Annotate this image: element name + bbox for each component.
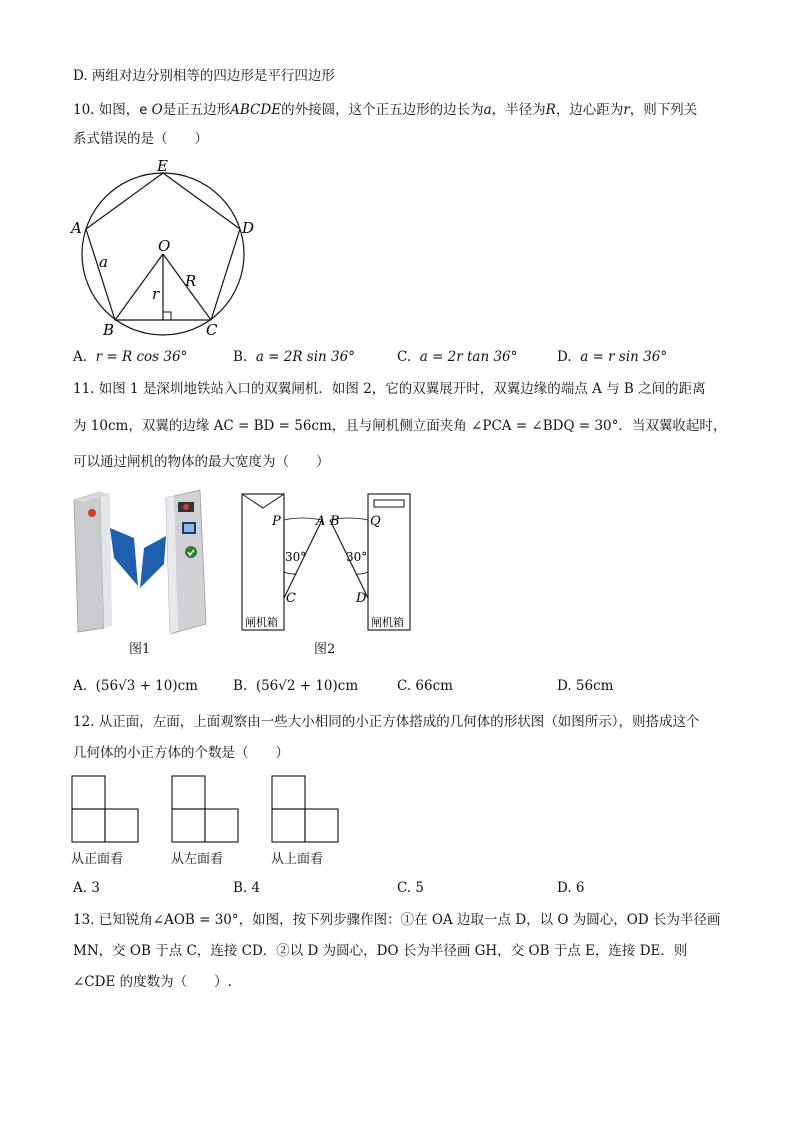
q13-stem-line2: MN，交 OB 于点 C，连接 CD．②以 D 为圆心，DO 长为半径画 GH，交 OB 于点 E，连接 DE．则 xyxy=(73,943,688,959)
label-angle-left: 30° xyxy=(285,550,307,564)
q10-var-r-lower: r xyxy=(623,102,630,118)
circle-symbol: e xyxy=(139,103,148,118)
q12-view-front xyxy=(71,775,141,843)
q10-var-o: O xyxy=(151,102,163,118)
q12-option-d[interactable]: D. 6 xyxy=(557,880,585,896)
label-angle-right: 30° xyxy=(346,550,368,564)
q11-option-b[interactable] xyxy=(233,676,358,696)
q10-text: 的外接圆，这个正五边形的边长为 xyxy=(281,102,484,118)
q12-label-front: 从正面看 xyxy=(71,852,124,867)
option-expr: (56√2 + 10)cm xyxy=(255,678,359,694)
q10-text: 10. 如图， xyxy=(73,102,140,118)
q12-option-c[interactable]: C. 5 xyxy=(397,880,425,896)
option-letter: D. xyxy=(557,349,572,365)
q11-stem-line3: 可以通过闸机的物体的最大宽度为（ ） xyxy=(73,454,330,470)
option-expr: a = 2r tan 36° xyxy=(419,349,518,365)
label-radius-r: R xyxy=(185,272,197,290)
q12-option-b[interactable]: B. 4 xyxy=(233,880,261,896)
q10-option-c[interactable] xyxy=(397,347,517,367)
label-p: P xyxy=(272,514,281,529)
option-letter: A. xyxy=(73,678,88,694)
q12-label-top: 从上面看 xyxy=(271,852,324,867)
q12-label-left: 从左面看 xyxy=(171,852,224,867)
fig1-caption: 图1 xyxy=(129,642,151,657)
label-e: E xyxy=(157,157,168,175)
q10-option-a[interactable] xyxy=(73,347,187,367)
q10-text: 是正五边形 xyxy=(162,102,231,118)
option-expr: a = 2R sin 36° xyxy=(255,349,355,365)
label-a: A xyxy=(71,219,82,237)
q10-stem-line1 xyxy=(73,100,697,121)
q12-view-left xyxy=(171,775,241,843)
label-b: B xyxy=(103,321,115,339)
q10-var-r-upper: R xyxy=(545,102,556,118)
option-expr: (56√3 + 10)cm xyxy=(95,678,198,694)
option-letter: C. xyxy=(397,349,412,365)
q13-stem-line1: 13. 已知锐角∠AOB = 30°，如图，按下列步骤作图：①在 OA 边取一点 D，以 O 为圆心，OD 长为半径画 xyxy=(73,912,721,928)
label-b: B xyxy=(330,514,340,529)
label-box-right: 闸机箱 xyxy=(371,616,404,629)
q12-option-a[interactable]: A. 3 xyxy=(73,880,100,896)
q11-option-a[interactable] xyxy=(73,676,198,696)
q12-stem-line2: 几何体的小正方体的个数是（ ） xyxy=(73,745,289,761)
label-d: D xyxy=(356,591,367,606)
label-apothem-r: r xyxy=(152,285,160,303)
label-o: O xyxy=(158,237,171,255)
q11-turnstile-photo xyxy=(70,488,210,634)
q10-option-d[interactable] xyxy=(557,347,667,367)
q10-text: ，边心距为 xyxy=(555,102,624,118)
q12-stem-line1: 12. 从正面，左面，上面观察由一些大小相同的小正方体搭成的几何体的形状图（如图所示），则搭成这个 xyxy=(73,714,700,730)
q11-option-d[interactable]: D. 56cm xyxy=(557,678,614,694)
option-letter: B. xyxy=(233,678,248,694)
right-angle-mark xyxy=(163,312,171,320)
label-a: A xyxy=(316,514,326,529)
option-expr: a = r sin 36° xyxy=(580,349,668,365)
q12-view-top xyxy=(271,775,341,843)
option-letter: A. xyxy=(73,349,88,365)
label-d: D xyxy=(242,219,255,237)
label-q: Q xyxy=(370,514,381,529)
q9-option-d: D. 两组对边分别相等的四边形是平行四边形 xyxy=(73,68,335,84)
fig2-caption: 图2 xyxy=(314,642,336,657)
q10-text: ，半径为 xyxy=(491,102,546,118)
option-expr: r = R cos 36° xyxy=(95,349,188,365)
label-c: C xyxy=(286,591,296,606)
label-box-left: 闸机箱 xyxy=(245,616,278,629)
q11-option-c[interactable]: C. 66cm xyxy=(397,678,453,694)
q11-stem-line1: 11. 如图 1 是深圳地铁站入口的双翼闸机．如图 2，它的双翼展开时，双翼边缘的端点 A 与 B 之间的距离 xyxy=(73,381,706,397)
q11-gate-schematic xyxy=(236,490,416,634)
q10-stem-line2: 系式错误的是（ ） xyxy=(73,131,208,147)
q11-stem-line2: 为 10cm，双翼的边缘 AC = BD = 56cm，且与闸机侧立面夹角 ∠PCA = ∠BDQ = 30°．当双翼收起时， xyxy=(73,418,727,434)
q10-pentagon-figure xyxy=(68,155,268,340)
q10-var-abcde: ABCDE xyxy=(230,102,282,118)
q13-stem-line3: ∠CDE 的度数为（ ）. xyxy=(73,974,232,990)
label-c: C xyxy=(206,321,218,339)
q10-text: ，则下列关 xyxy=(629,102,698,118)
q10-var-a: a xyxy=(483,102,492,118)
option-letter: B. xyxy=(233,349,248,365)
q10-option-b[interactable] xyxy=(233,347,355,367)
label-side-a: a xyxy=(99,253,108,271)
